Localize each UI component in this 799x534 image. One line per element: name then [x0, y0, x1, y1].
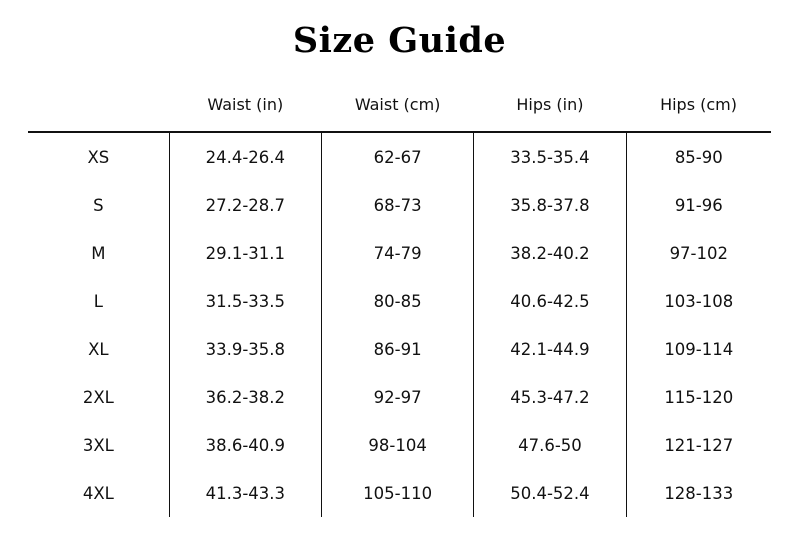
column-header-hips-cm: Hips (cm) [626, 83, 771, 132]
hips-cm-cell: 97-102 [626, 229, 771, 277]
hips-cm-cell: 85-90 [626, 132, 771, 181]
hips-cm-cell: 115-120 [626, 373, 771, 421]
page-title: Size Guide [292, 20, 507, 61]
hips-in-cell: 35.8-37.8 [474, 181, 626, 229]
column-header-hips-in: Hips (in) [474, 83, 626, 132]
column-header-size [28, 83, 169, 132]
table-header-row [28, 83, 771, 132]
hips-in-cell: 38.2-40.2 [474, 229, 626, 277]
size-cell: XL [88, 339, 109, 359]
hips-in-cell: 45.3-47.2 [474, 373, 626, 421]
hips-cm-cell: 103-108 [626, 277, 771, 325]
waist-cm-cell: 98-104 [321, 421, 473, 469]
hips-in-cell: 47.6-50 [474, 421, 626, 469]
hips-cm-cell: 109-114 [626, 325, 771, 373]
table-body [28, 132, 771, 517]
waist-cm-cell: 62-67 [321, 132, 473, 181]
table-row [28, 132, 771, 181]
size-cell: 4XL [82, 483, 114, 503]
size-guide-table [28, 83, 771, 517]
size-cell: XS [87, 147, 110, 167]
size-cell: S [93, 195, 104, 215]
waist-cm-cell: 68-73 [321, 181, 473, 229]
waist-cm-cell: 92-97 [321, 373, 473, 421]
hips-cm-cell: 91-96 [626, 181, 771, 229]
size-cell: M [91, 243, 106, 263]
table-header [28, 83, 771, 132]
table-row [28, 181, 771, 229]
table-row [28, 229, 771, 277]
hips-in-cell: 50.4-52.4 [474, 469, 626, 517]
hips-in-cell: 33.5-35.4 [474, 132, 626, 181]
column-header-waist-cm: Waist (cm) [321, 83, 473, 132]
waist-in-cell: 38.6-40.9 [169, 421, 321, 469]
column-header-waist-in: Waist (in) [169, 83, 321, 132]
table-row [28, 373, 771, 421]
waist-in-cell: 29.1-31.1 [169, 229, 321, 277]
waist-in-cell: 33.9-35.8 [169, 325, 321, 373]
size-cell: L [93, 291, 103, 311]
hips-cm-cell: 121-127 [626, 421, 771, 469]
waist-in-cell: 36.2-38.2 [169, 373, 321, 421]
waist-in-cell: 27.2-28.7 [169, 181, 321, 229]
waist-cm-cell: 105-110 [321, 469, 473, 517]
table-row [28, 325, 771, 373]
size-table-container [0, 83, 799, 517]
hips-in-cell: 42.1-44.9 [474, 325, 626, 373]
waist-cm-cell: 80-85 [321, 277, 473, 325]
waist-in-cell: 31.5-33.5 [169, 277, 321, 325]
waist-in-cell: 41.3-43.3 [169, 469, 321, 517]
size-cell: 3XL [82, 435, 114, 455]
waist-in-cell: 24.4-26.4 [169, 132, 321, 181]
table-row [28, 469, 771, 517]
hips-in-cell: 40.6-42.5 [474, 277, 626, 325]
hips-cm-cell: 128-133 [626, 469, 771, 517]
table-row [28, 277, 771, 325]
waist-cm-cell: 74-79 [321, 229, 473, 277]
size-cell: 2XL [82, 387, 114, 407]
table-row [28, 421, 771, 469]
waist-cm-cell: 86-91 [321, 325, 473, 373]
